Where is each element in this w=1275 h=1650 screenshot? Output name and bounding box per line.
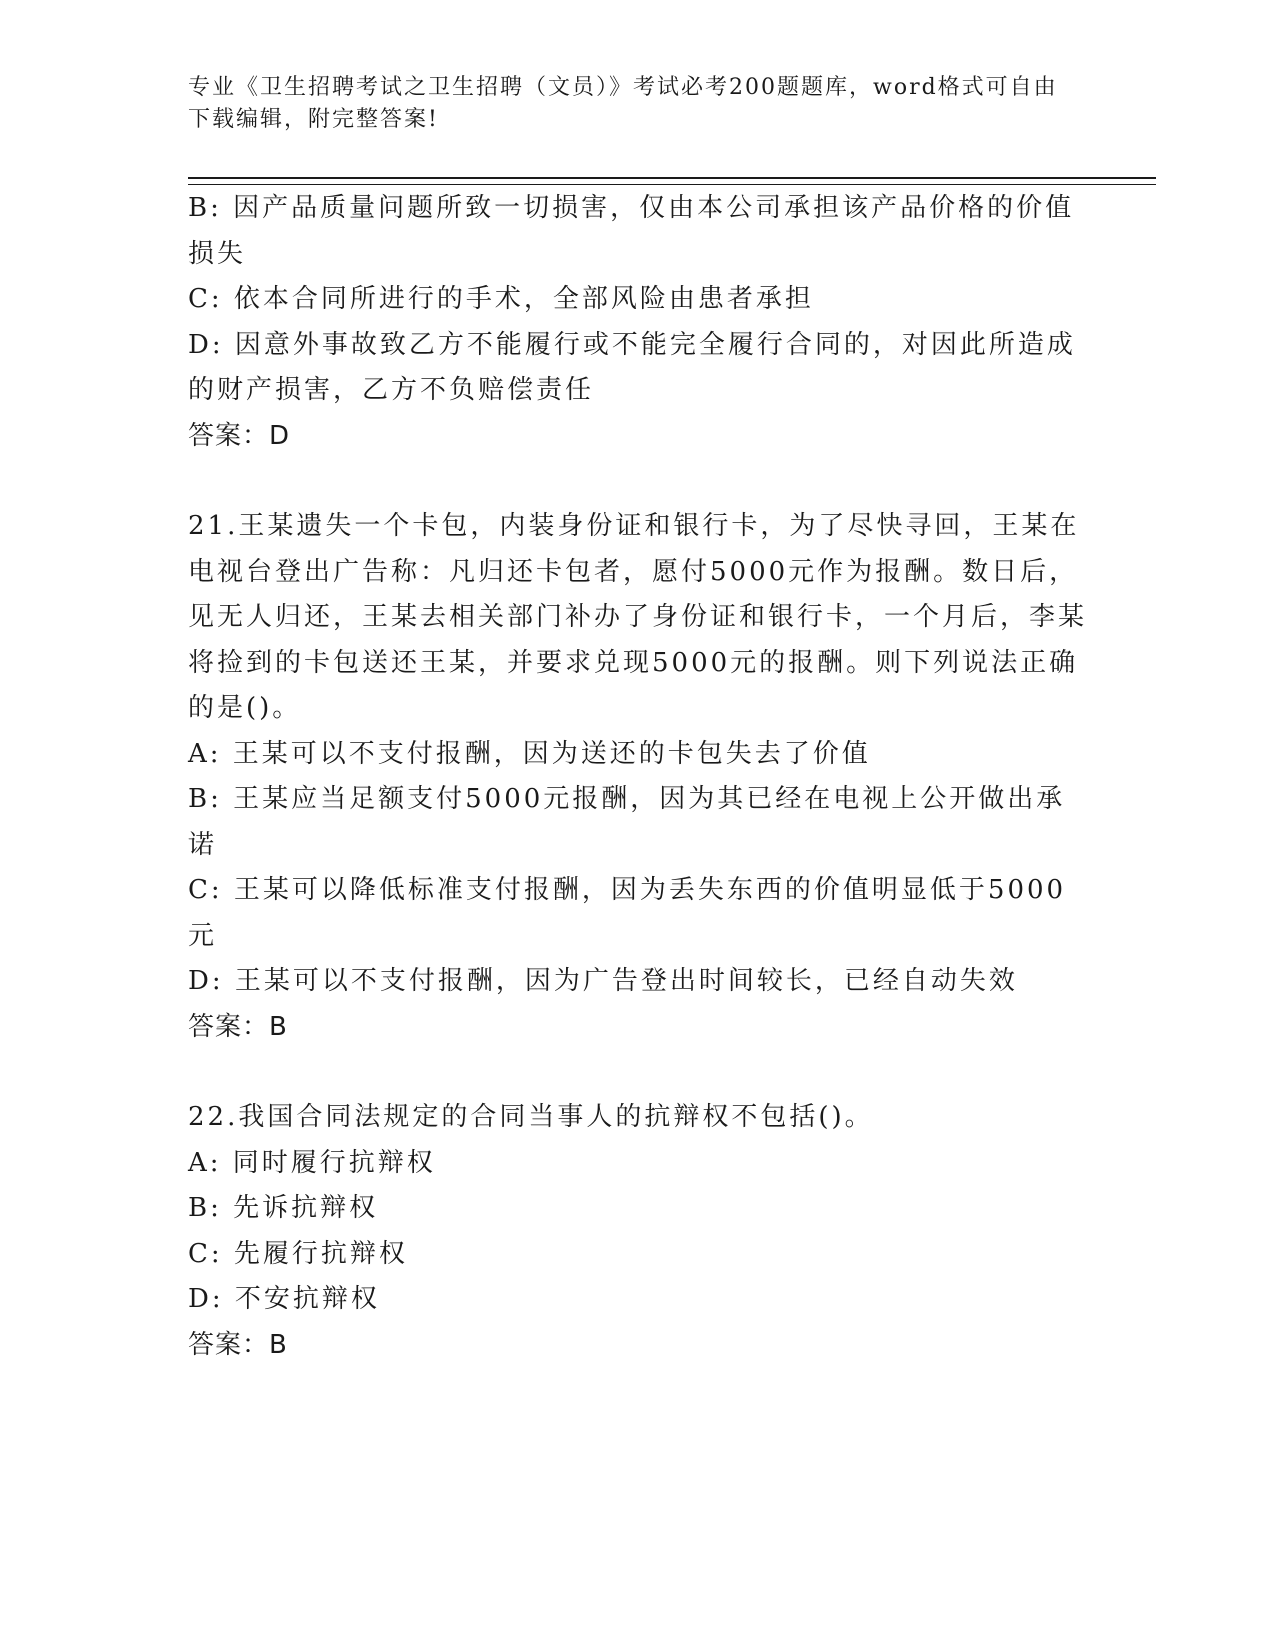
option-c: C: 王某可以降低标准支付报酬，因为丢失东西的价值明显低于5000元	[188, 875, 1067, 951]
option-d: D: 因意外事故致乙方不能履行或不能完全履行合同的，对因此所造成的财产损害，乙方不负赔偿责任	[188, 329, 1076, 405]
option-b: B: 王某应当足额支付5000元报酬，因为其已经在电视上公开做出承诺	[188, 784, 1066, 860]
option-a: A: 王某可以不支付报酬，因为送还的卡包失去了价值	[188, 738, 871, 769]
question-stem: 21.王某遗失一个卡包，内装身份证和银行卡，为了尽快寻回，王某在电视台登出广告称：凡归还卡包者，愿付5000元作为报酬。数日后，见无人归还，王某去相关部门补办了身份证和银行卡，一个月后，李某将捡到的卡包送还王某，并要求兑现5000元的报酬。则下列说法正确的是()。	[188, 511, 1088, 723]
option-b: B: 先诉抗辩权	[188, 1193, 379, 1223]
option-c: C: 先履行抗辩权	[188, 1238, 408, 1269]
answer-line: 答案：B	[188, 1011, 288, 1042]
option-d: D: 王某可以不支付报酬，因为广告登出时间较长，已经自动失效	[188, 966, 1018, 996]
question-list	[188, 186, 1088, 1368]
document-header: 专业《卫生招聘考试之卫生招聘（文员）》考试必考200题题库，word格式可自由下载编辑，附完整答案!	[188, 75, 1058, 132]
question-21	[188, 504, 1088, 1050]
question-22	[188, 1095, 1088, 1368]
option-c: C: 依本合同所进行的手术，全部风险由患者承担	[188, 284, 814, 314]
answer-line: 答案：B	[188, 1329, 288, 1360]
question-20-continued	[188, 186, 1088, 459]
option-d: D: 不安抗辩权	[188, 1284, 380, 1314]
answer-line: 答案：D	[188, 420, 291, 451]
question-stem: 22.我国合同法规定的合同当事人的抗辩权不包括()。	[188, 1102, 874, 1132]
option-b: B: 因产品质量问题所致一切损害，仅由本公司承担该产品价格的价值损失	[188, 193, 1075, 269]
option-a: A: 同时履行抗辩权	[188, 1147, 436, 1178]
header-divider	[188, 177, 1156, 185]
